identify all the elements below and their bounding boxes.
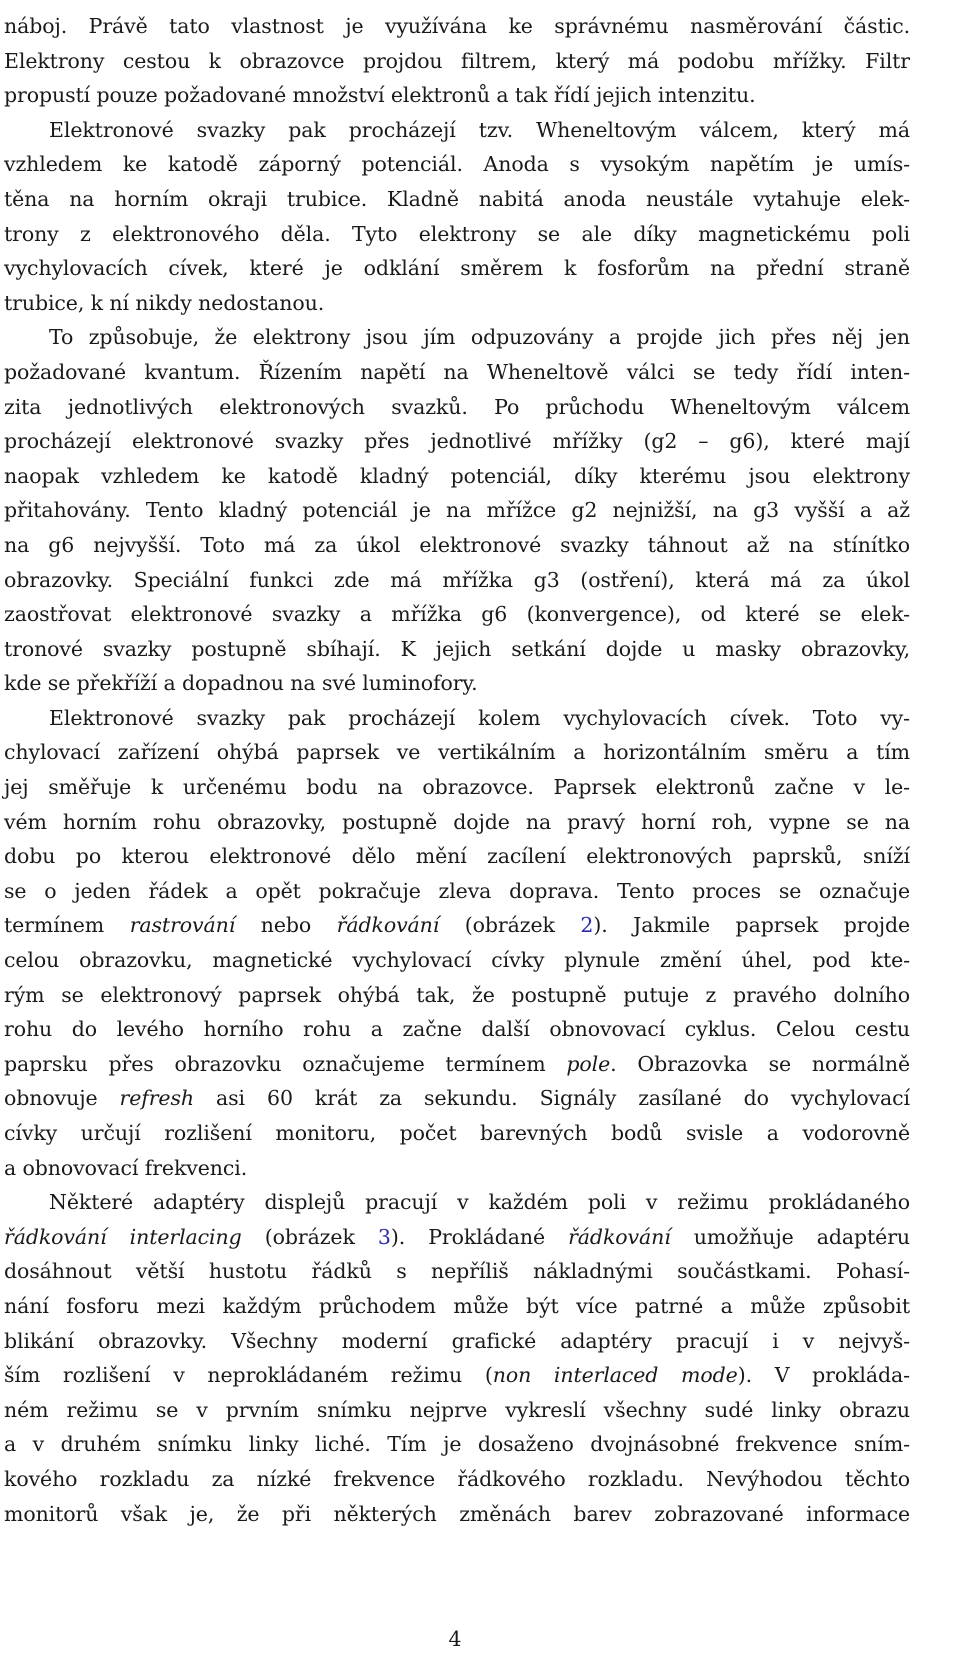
text-line: blikání obrazovky. Všechny moderní grafické adaptéry pracují i v nejvyš-	[4, 1328, 910, 1353]
text-line: a v druhém snímku linky liché. Tím je dosaženo dvojnásobné frekvence sním-	[4, 1432, 910, 1457]
text-line: řádkování interlacing (obrázek 3). Prokládané řádkování umožňuje adaptéru	[4, 1224, 910, 1249]
text-line: procházejí elektronové svazky přes jednotlivé mřížky (g2 – g6), které mají	[4, 429, 910, 454]
text-line: tronové svazky postupně sbíhají. K jejich setkání dojde u masky obrazovky,	[4, 636, 910, 661]
text-line: termínem rastrování nebo řádkování (obrázek 2). Jakmile paprsek projde	[4, 913, 911, 938]
emphasis-term: refresh	[119, 1086, 194, 1111]
text-line: se o jeden řádek a opět pokračuje zleva doprava. Tento proces se označuje	[4, 878, 910, 903]
text-line: těna na horním okraji trubice. Kladně nabitá anoda neustále vytahuje elek-	[4, 186, 910, 211]
emphasis-term: non interlaced mode	[492, 1363, 738, 1388]
text-line: požadované kvantum. Řízením napětí na Wheneltově válci se tedy řídí inten-	[4, 359, 910, 384]
text-line: Elektronové svazky pak procházejí kolem vychylovacích cívek. Toto vy-	[49, 705, 910, 730]
text-line: trubice, k ní nikdy nedostanou.	[4, 290, 325, 315]
text-line: Některé adaptéry displejů pracují v každém poli v režimu prokládaného	[49, 1190, 910, 1215]
emphasis-term: rastrování	[129, 913, 236, 938]
emphasis-term: řádkování	[336, 913, 440, 938]
text-line: cívky určují rozlišení monitoru, počet barevných bodů svisle a vodorovně	[4, 1121, 910, 1145]
text-line: Elektronové svazky pak procházejí tzv. Wheneltovým válcem, který má	[49, 117, 910, 142]
emphasis-term: pole	[566, 1051, 611, 1076]
text-line: chylovací zařízení ohýbá paprsek ve vertikálním a horizontálním směru a tím	[4, 740, 910, 765]
text-line: trony z elektronového děla. Tyto elektrony se ale díky magnetickému poli	[4, 221, 910, 246]
figure-reference-link[interactable]: 3	[377, 1224, 391, 1249]
text-line: vychylovacích cívek, které je odklání směrem k fosforům na přední straně	[4, 256, 910, 281]
text-line: zaostřovat elektronové svazky a mřížka g6 (konvergence), od které se elek-	[4, 602, 910, 627]
text-line: vém horním rohu obrazovky, postupně dojde na pravý horní roh, vypne se na	[4, 809, 910, 834]
text-line: náboj. Právě tato vlastnost je využívána ke správnému nasměrování částic.	[4, 14, 910, 38]
text-line: nání fosforu mezi každým průchodem může být více patrné a může způsobit	[4, 1293, 910, 1318]
text-line: kde se překříží a dopadnou na své luminofory.	[4, 671, 478, 696]
text-line: vzhledem ke katodě záporný potenciál. Anoda s vysokým napětím je umís-	[4, 152, 910, 177]
text-line: ném režimu se v prvním snímku nejprve vykreslí všechny sudé linky obrazu	[4, 1397, 910, 1422]
text-line: monitorů však je, že při některých změnách barev zobrazované informace	[4, 1501, 910, 1526]
text-line: To způsobuje, že elektrony jsou jím odpuzovány a projde jich přes něj jen	[49, 325, 910, 350]
text-line: naopak vzhledem ke katodě kladný potenciál, díky kterému jsou elektrony	[4, 463, 910, 488]
text-line: Elektrony cestou k obrazovce projdou filtrem, který má podobu mřížky. Filtr	[4, 48, 910, 73]
emphasis-term: řádkování	[568, 1224, 671, 1249]
text-line: ším rozlišení v neprokládaném režimu (non interlaced mode). V prokláda-	[4, 1363, 910, 1388]
text-line: dosáhnout větší hustotu řádků s nepříliš nákladnými součástkami. Pohasí-	[4, 1259, 910, 1284]
text-line: rohu do levého horního rohu a začne další obnovovací cyklus. Celou cestu	[4, 1017, 910, 1042]
emphasis-term: řádkování	[4, 1224, 107, 1249]
text-line: obnovuje refresh asi 60 krát za sekundu. Signály zasílané do vychylovací	[4, 1086, 910, 1111]
text-line: rým se elektronový paprsek ohýbá tak, že postupně putuje z pravého dolního	[4, 982, 910, 1007]
body-text	[4, 9, 910, 1531]
text-line: propustí pouze požadované množství elektronů a tak řídí jejich intenzitu.	[4, 83, 756, 108]
text-line: dobu po kterou elektronové dělo mění zacílení elektronových paprsků, sníží	[4, 844, 910, 869]
text-line: přitahovány. Tento kladný potenciál je na mřížce g2 nejnižší, na g3 vyšší a až	[4, 498, 910, 523]
figure-reference-link[interactable]: 2	[580, 913, 594, 938]
text-line: zita jednotlivých elektronových svazků. Po průchodu Wheneltovým válcem	[4, 394, 910, 419]
text-line: na g6 nejvyšší. Toto má za úkol elektronové svazky táhnout až na stínítko	[4, 532, 910, 557]
text-line: paprsku přes obrazovku označujeme termínem pole. Obrazovka se normálně	[4, 1051, 910, 1076]
page-number: 4	[448, 1627, 462, 1651]
text-line: celou obrazovku, magnetické vychylovací cívky plynule změní úhel, pod kte-	[4, 948, 910, 973]
text-line: obrazovky. Speciální funkci zde má mřížka g3 (ostření), která má za úkol	[4, 567, 910, 592]
text-line: jej směřuje k určenému bodu na obrazovce. Paprsek elektronů začne v le-	[4, 775, 910, 800]
text-line: kového rozkladu za nízké frekvence řádkového rozkladu. Nevýhodou těchto	[4, 1466, 910, 1491]
emphasis-term: interlacing	[129, 1224, 242, 1249]
text-line: a obnovovací frekvenci.	[4, 1155, 248, 1180]
